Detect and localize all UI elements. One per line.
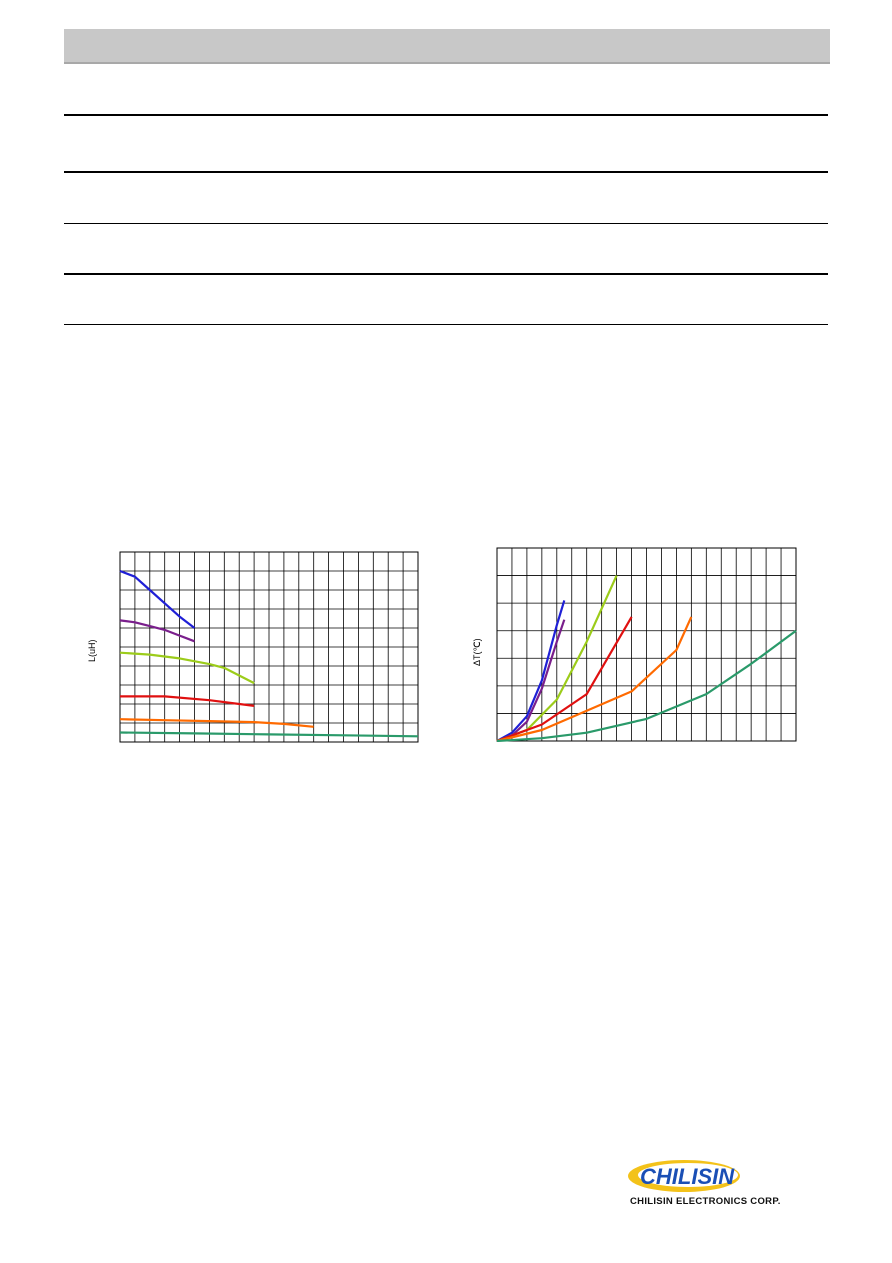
divider-1 bbox=[64, 114, 828, 116]
logo-wordmark: CHILISIN bbox=[640, 1164, 735, 1189]
divider-5 bbox=[64, 324, 828, 325]
inductance-chart-ylabel: L(uH) bbox=[87, 639, 97, 662]
divider-2 bbox=[64, 171, 828, 173]
header-bar bbox=[64, 29, 830, 64]
inductance-chart bbox=[119, 551, 419, 743]
temperature-rise-chart bbox=[496, 547, 797, 742]
company-name: CHILISIN ELECTRONICS CORP. bbox=[630, 1196, 781, 1207]
divider-3 bbox=[64, 223, 828, 224]
temperature-rise-chart-ylabel: ΔT(℃) bbox=[472, 638, 482, 666]
divider-4 bbox=[64, 273, 828, 275]
